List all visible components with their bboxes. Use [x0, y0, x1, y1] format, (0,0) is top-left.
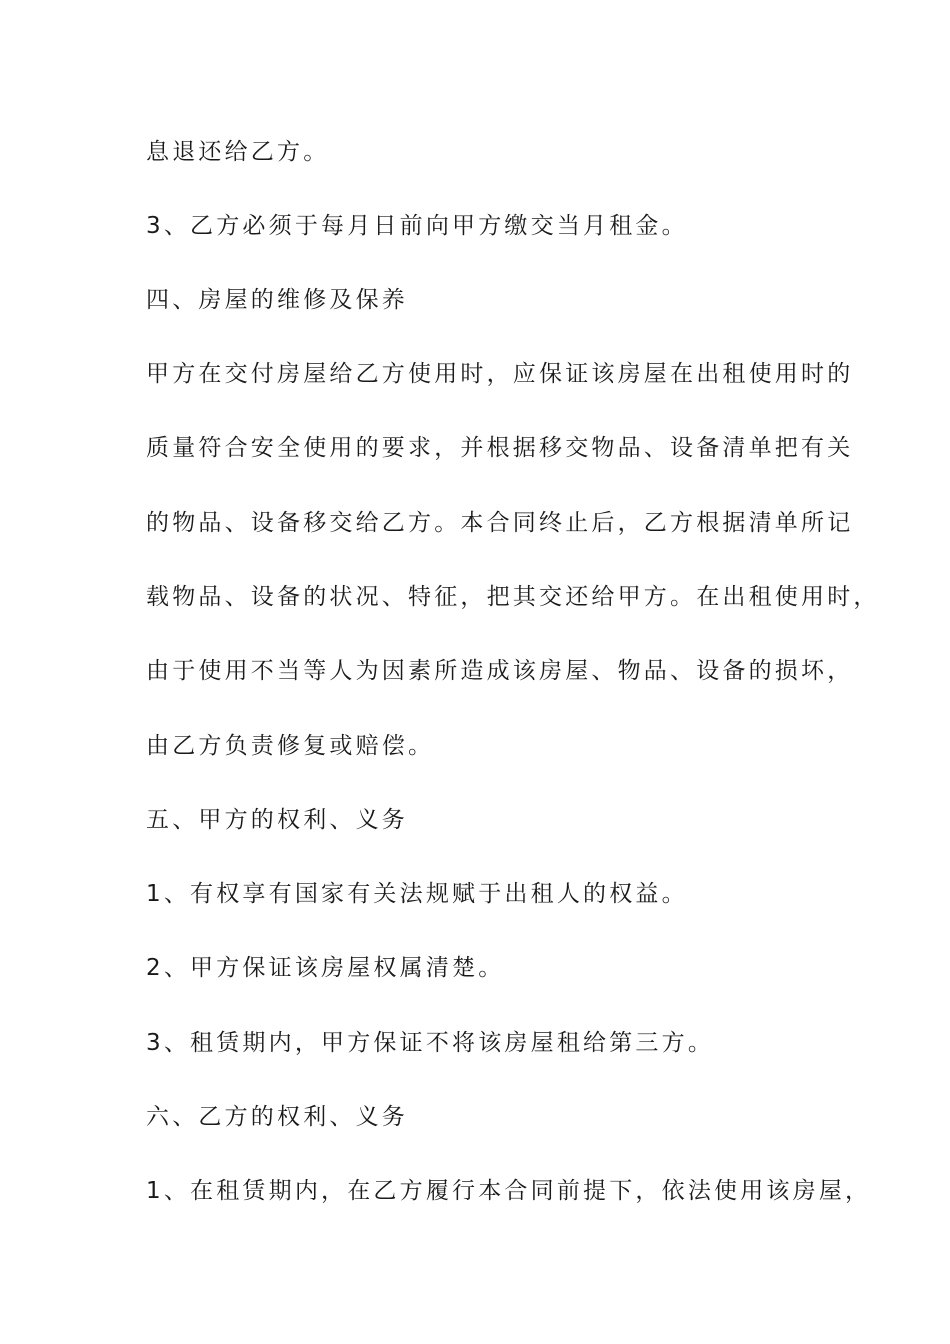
- section-heading: 六、乙方的权利、义务: [146, 1104, 408, 1130]
- section-heading: 五、甲方的权利、义务: [146, 807, 408, 833]
- text-line: 甲方在交付房屋给乙方使用时，应保证该房屋在出租使用时的: [146, 361, 854, 387]
- text-line: 1、在租赁期内，在乙方履行本合同前提下，依法使用该房屋，: [146, 1178, 872, 1204]
- text-line: 的物品、设备移交给乙方。本合同终止后，乙方根据清单所记: [146, 510, 854, 536]
- section-heading: 四、房屋的维修及保养: [146, 287, 408, 313]
- text-line: 由乙方负责修复或赔偿。: [146, 733, 435, 759]
- text-line: 质量符合安全使用的要求，并根据移交物品、设备清单把有关: [146, 435, 854, 461]
- text-line: 1、有权享有国家有关法规赋于出租人的权益。: [146, 881, 688, 907]
- text-line: 由于使用不当等人为因素所造成该房屋、物品、设备的损坏，: [146, 658, 854, 684]
- text-line: 载物品、设备的状况、特征，把其交还给甲方。在出租使用时，: [146, 584, 880, 610]
- text-line: 2、甲方保证该房屋权属清楚。: [146, 955, 505, 981]
- text-line: 3、乙方必须于每月日前向甲方缴交当月租金。: [146, 213, 688, 239]
- text-line: 3、租赁期内，甲方保证不将该房屋租给第三方。: [146, 1030, 715, 1056]
- text-line: 息退还给乙方。: [146, 139, 330, 165]
